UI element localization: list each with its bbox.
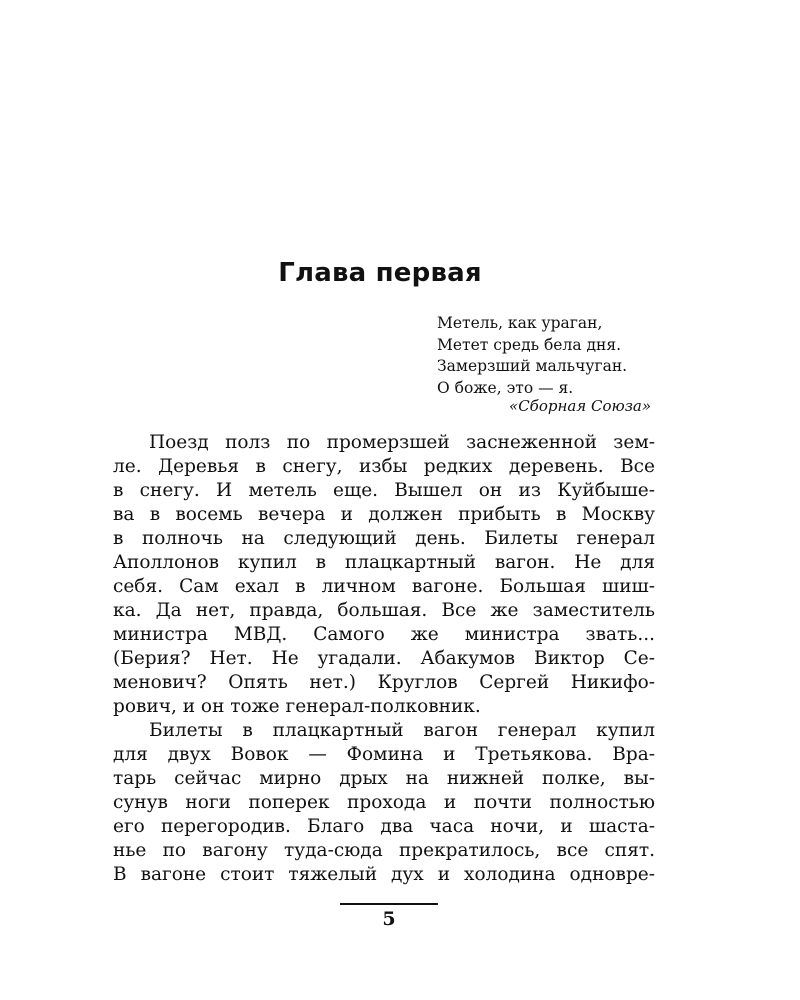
paragraph-line: Аполлонов купил в плацкартный вагон. Не для (113, 552, 655, 573)
paragraph-line: в снегу. И метель еще. Вышел он из Куйбыше- (113, 480, 655, 501)
page-number-rule (340, 903, 438, 905)
epigraph-line: Замерзший мальчуган. (437, 357, 628, 375)
epigraph-line: Метет средь бела дня. (437, 335, 622, 354)
epigraph-line: О боже, это — я. (437, 378, 574, 397)
epigraph-line: Метель, как ураган, (437, 314, 603, 332)
paragraph-line: сунув ноги поперек прохода и почти полностью (113, 792, 655, 813)
paragraph-line: нье по вагону туда-сюда прекратилось, все спят. (113, 840, 655, 861)
paragraph-line: для двух Вовок — Фомина и Третьякова. Вра- (113, 744, 655, 765)
paragraph-line: себя. Сам ехал в личном вагоне. Большая шиш- (113, 576, 655, 597)
page-number: 5 (382, 908, 396, 930)
paragraph-line: ле. Деревья в снегу, избы редких деревень. Все (113, 456, 655, 477)
paragraph-line: рович, и он тоже генерал-полковник. (113, 696, 481, 717)
epigraph-source: «Сборная Союза» (509, 397, 651, 415)
paragraph-line: тарь сейчас мирно дрых на нижней полке, вы- (113, 768, 655, 789)
paragraph-line: его перегородив. Благо два часа ночи, и шаста- (113, 816, 655, 837)
paragraph-line: в полночь на следующий день. Билеты генерал (113, 528, 655, 549)
chapter-title: Глава первая (278, 258, 482, 288)
paragraph-line: менович? Опять нет.) Круглов Сергей Никифо- (113, 672, 655, 693)
paragraph-line: Билеты в плацкартный вагон генерал купил (149, 720, 655, 741)
paragraph-line: ка. Да нет, правда, большая. Все же заместитель (113, 600, 655, 621)
paragraph-line: Поезд полз по промерзшей заснеженной зем- (149, 432, 655, 453)
paragraph-line: (Берия? Нет. Не угадали. Абакумов Виктор Се- (113, 648, 655, 669)
paragraph-line: В вагоне стоит тяжелый дух и холодина одновре- (113, 864, 655, 885)
epigraph (437, 313, 657, 399)
body-text (113, 431, 655, 887)
paragraph-line: министра МВД. Самого же министра звать... (113, 624, 655, 645)
paragraph-line: ва в восемь вечера и должен прибыть в Москву (113, 504, 655, 525)
